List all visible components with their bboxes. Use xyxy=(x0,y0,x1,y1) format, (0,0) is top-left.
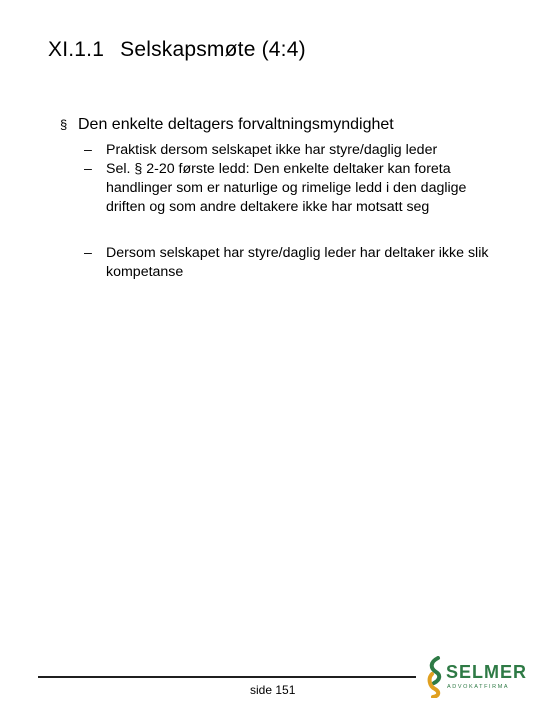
dash-glyph: – xyxy=(84,142,92,158)
sub-item-text: Praktisk dersom selskapet ikke har styre/daglig leder xyxy=(106,142,438,158)
page-number: side 151 xyxy=(250,683,296,697)
selmer-logo-icon xyxy=(426,656,444,698)
bullet-heading: Den enkelte deltagers forvaltningsmyndighet xyxy=(78,116,394,133)
dash-glyph: – xyxy=(84,245,92,261)
dash-glyph: – xyxy=(84,161,92,177)
sub-item-text: Dersom selskapet har styre/daglig leder har deltaker ikke slik kompetanse xyxy=(106,245,489,280)
sub-item-text: Sel. § 2-20 første ledd: Den enkelte deltaker kan foreta handlinger som er naturlige og rimelige ledd i den daglige driften og som andre deltakere ikke har motsatt seg xyxy=(106,161,467,215)
section-bullet-glyph: § xyxy=(60,117,68,132)
slide-title xyxy=(48,38,306,62)
selmer-logo xyxy=(426,656,528,700)
logo-wordmark: SELMER xyxy=(446,662,528,682)
logo-subtext: ADVOKATFIRMA xyxy=(447,684,510,690)
footer-divider xyxy=(38,676,416,678)
section-number: XI.1.1 xyxy=(48,38,105,61)
title-text: Selskapsmøte (4:4) xyxy=(120,38,306,61)
